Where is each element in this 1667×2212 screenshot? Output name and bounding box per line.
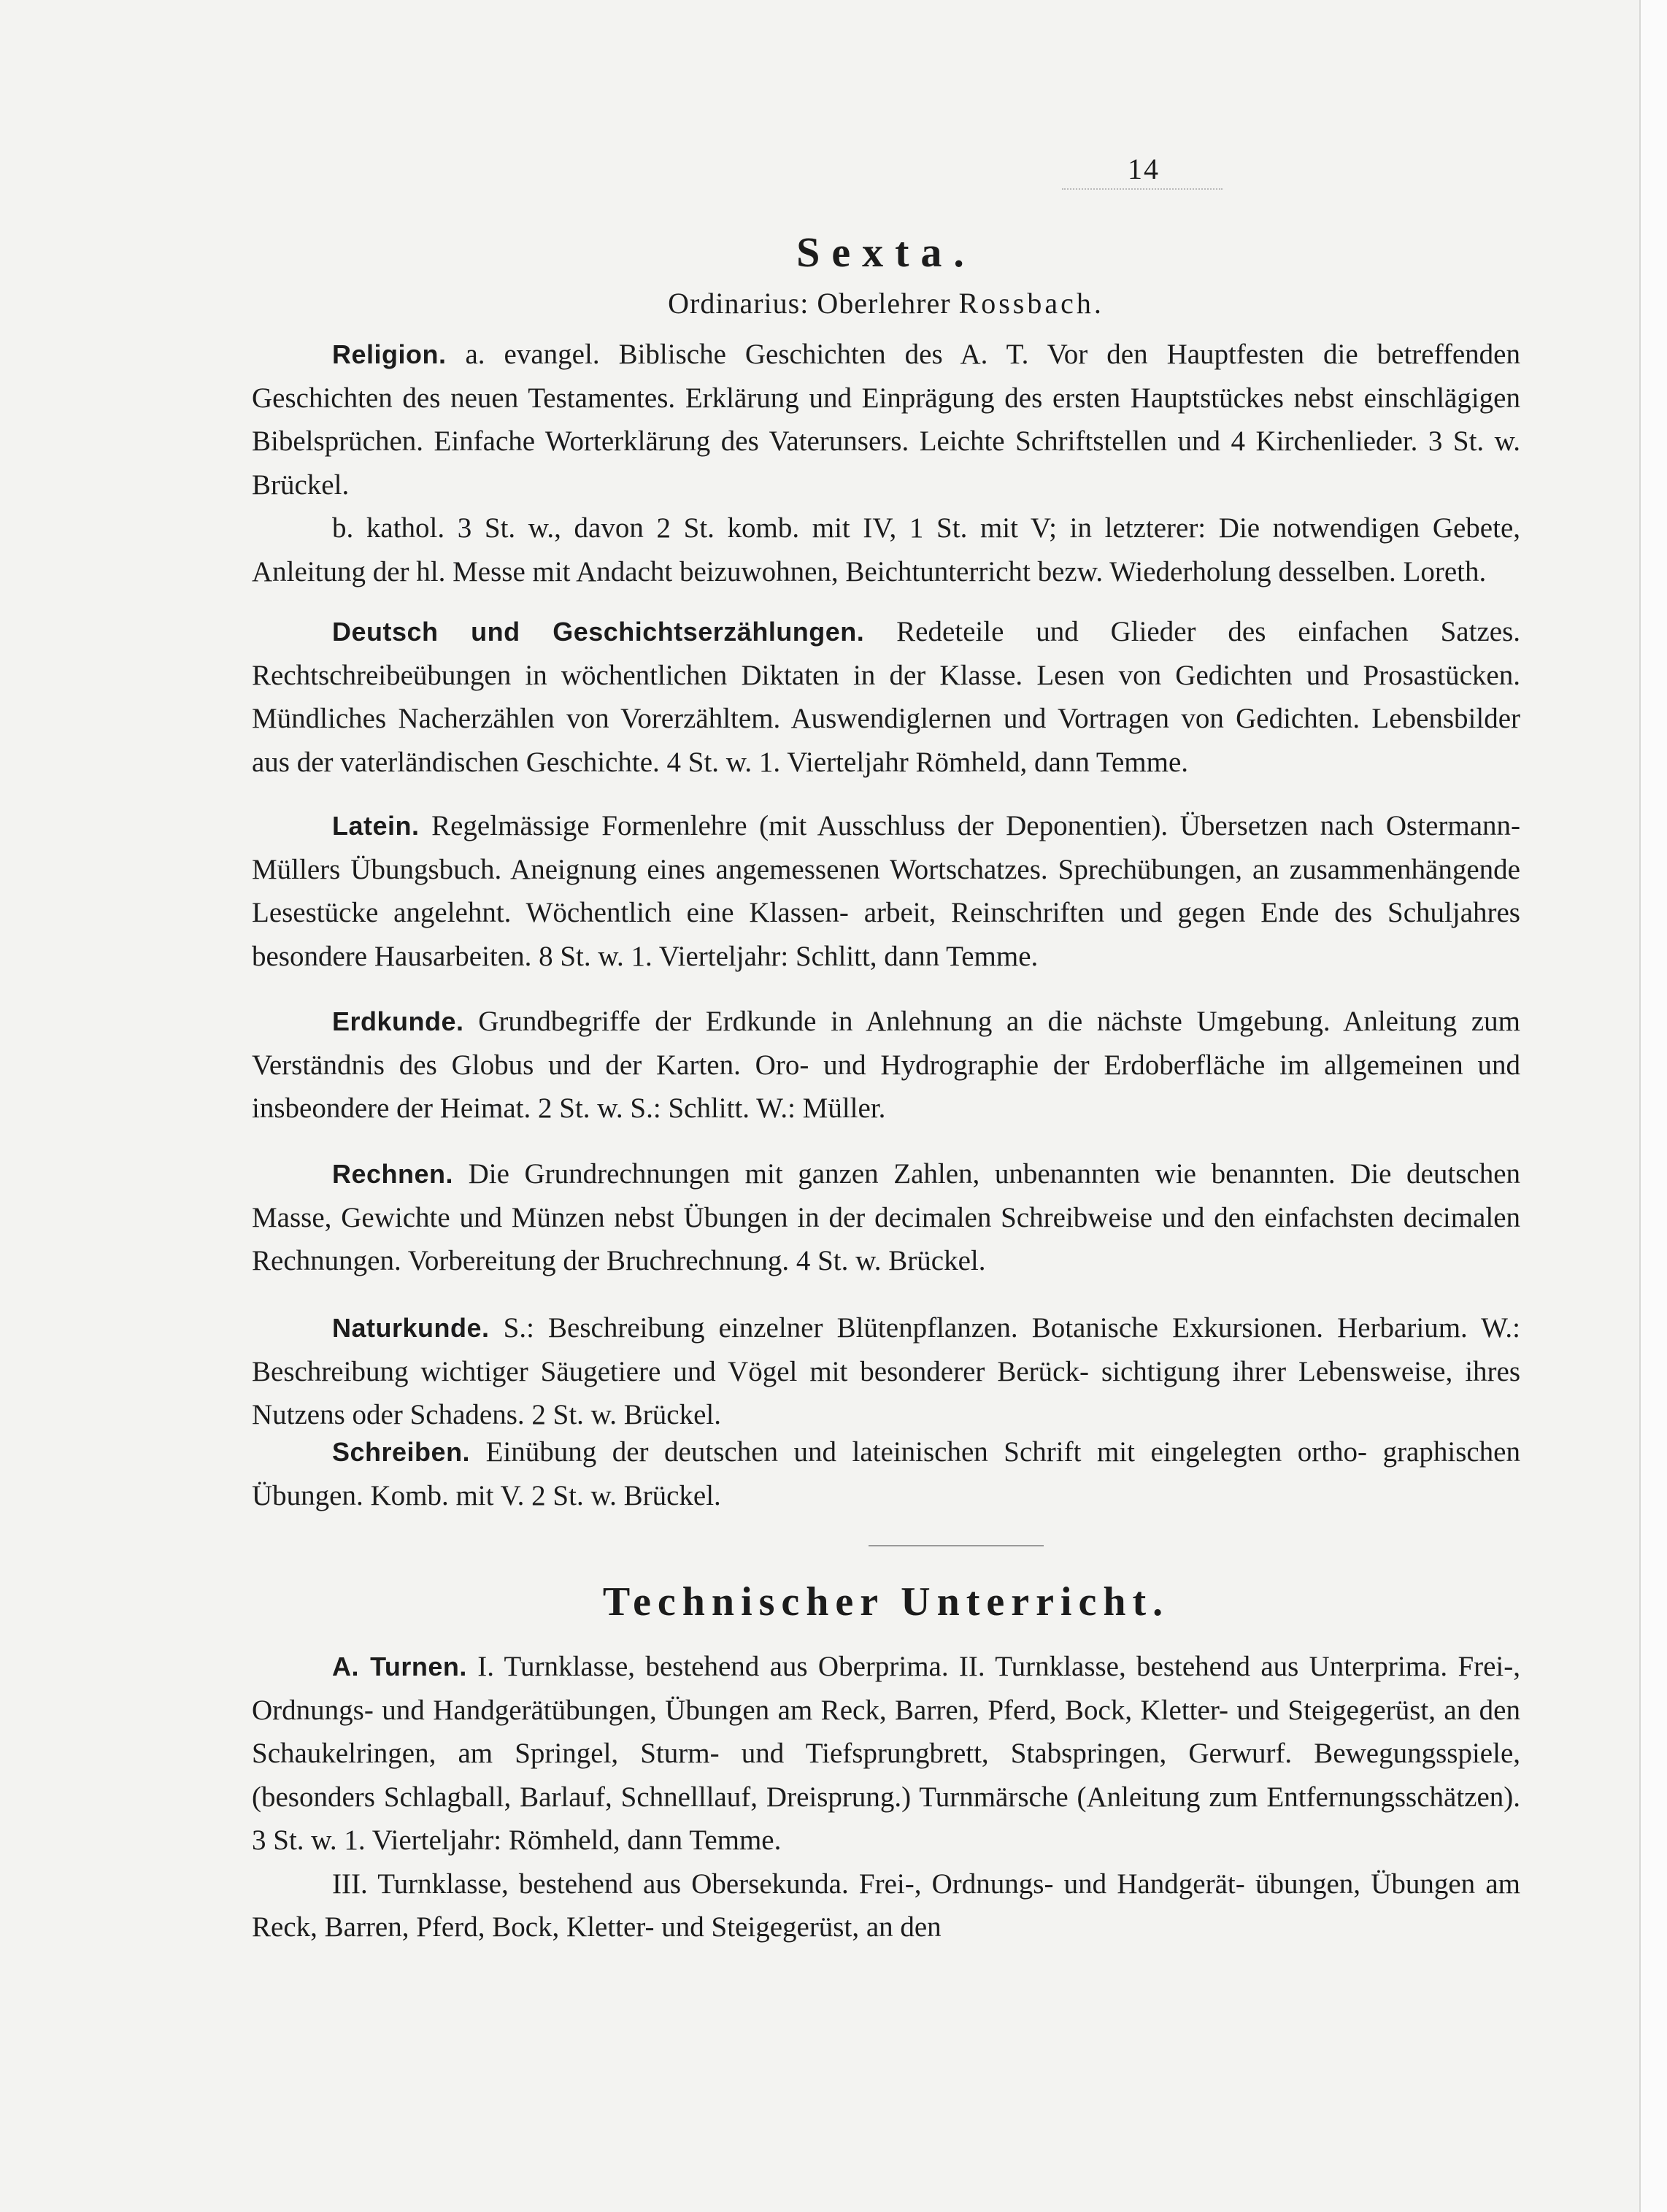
- text-line: aus Unterprima. Frei-, Ordnungs- und Handgerätübungen, Übungen am Reck, Barren,: [252, 1651, 1520, 1726]
- term-schreiben: Schreiben.: [332, 1437, 471, 1467]
- decorative-dots: [1062, 188, 1223, 190]
- turnklasse-iii: [252, 1862, 1520, 1949]
- text-line: Redeteile und Glieder des einfachen Satzes.: [896, 616, 1521, 647]
- text-line: betreffenden Geschichten des neuen Testamentes. Erklärung und Einprägung des ersten: [252, 339, 1520, 414]
- text-line: 1. Vierteljahr: Römheld, dann Temme.: [344, 1824, 782, 1856]
- term-naturkunde: Naturkunde.: [332, 1313, 490, 1343]
- text-line: Die deutschen Masse, Gewichte und Münzen nebst Übungen in der decimalen Schreibweise: [252, 1158, 1520, 1233]
- text-line: a. evangel. Biblische Geschichten des A. T. Vor den Hauptfesten die: [465, 339, 1358, 370]
- paragraph-rechnen: [252, 1152, 1520, 1283]
- term-deutsch: Deutsch und Geschichtserzählungen.: [332, 617, 865, 647]
- section-heading-technischer-unterricht: Technischer Unterricht.: [602, 1579, 1170, 1625]
- paragraph-religion: [252, 333, 1520, 593]
- paragraph-schreiben: [252, 1430, 1520, 1517]
- text-line: und den einfachsten decimalen Rechnungen. Vorbereitung der Bruchrechnung. 4 St. w.: [252, 1201, 1521, 1276]
- text-line: Tiefsprungbrett, Stabspringen, Gerwurf. Bewegungsspiele, (besonders Schlagball, Barlauf,: [252, 1738, 1521, 1813]
- text-line: und Prosastücken. Mündliches Nacherzählen von Vorerzähltem. Auswendiglernen und: [252, 659, 1520, 734]
- paragraph-turnen: [252, 1645, 1520, 1949]
- page-number: 14: [1128, 153, 1160, 185]
- text-line: nach Ostermann-Müllers Übungsbuch. Aneignung eines angemessenen Wortschatzes.: [252, 810, 1521, 885]
- term-rechnen: Rechnen.: [332, 1159, 454, 1189]
- text-line: S.: Beschreibung einzelner Blütenpflanzen. Botanische Exkursionen.: [503, 1312, 1323, 1344]
- ordinarius-label: Ordinarius:: [668, 287, 809, 320]
- text-line: I. Turnklasse, bestehend aus Oberprima. II. Turnklasse, bestehend: [477, 1651, 1250, 1682]
- term-latein: Latein.: [332, 811, 420, 841]
- text-line: bezw. Wiederholung desselben. Loreth.: [1037, 555, 1487, 587]
- text-line: Anleitung zum Verständnis des Globus und der Karten. Oro- und Hydrographie der: [252, 1006, 1520, 1081]
- ordinarius-name: Rossbach.: [958, 287, 1104, 320]
- ordinarius-line: [252, 286, 1520, 320]
- section-divider: [869, 1545, 1044, 1546]
- text-line: notwendigen Gebete, Anleitung der hl. Messe mit Andacht beizuwohnen, Beichtunterricht: [252, 512, 1521, 587]
- ordinarius-title: Oberlehrer: [817, 287, 951, 320]
- text-line: Erdoberfläche im allgemeinen und insbeondere der Heimat. 2 St. w. S.: Schlitt.: [252, 1049, 1521, 1124]
- text-line: Vortragen von Gedichten. Lebensbilder aus der vaterländischen Geschichte. 4 St. w.: [252, 703, 1521, 778]
- text-line: W.: Müller.: [756, 1092, 886, 1124]
- scan-edge: [1639, 0, 1667, 2212]
- paragraph-erdkunde: [252, 1000, 1520, 1130]
- text-line: Schnelllauf, Dreisprung.) Turnmärsche (Anleitung zum Entfernungsschätzen). 3 St. w.: [252, 1781, 1521, 1856]
- paragraph-deutsch: [252, 610, 1520, 784]
- term-turnen: A. Turnen.: [332, 1652, 467, 1681]
- text-line: Herbarium. W.: Beschreibung wichtiger Säugetiere und Vögel mit besonderer Berück-: [252, 1312, 1520, 1387]
- text-line: übungen, Übungen am Reck, Barren, Pferd, Bock, Kletter- und Steigegerüst, an den: [252, 1868, 1521, 1943]
- text-line: Sprechübungen, an zusammenhängende Lesestücke angelehnt. Wöchentlich eine Klassen-: [252, 853, 1520, 928]
- text-line: Rechtschreibeübungen in wöchentlichen Diktaten in der Klasse. Lesen von Gedichten: [252, 659, 1293, 691]
- paragraph-naturkunde: [252, 1306, 1520, 1437]
- term-religion: Religion.: [332, 339, 447, 369]
- text-line: Brückel.: [888, 1245, 986, 1276]
- religion-a: [252, 333, 1520, 506]
- section-heading-sexta: Sexta.: [796, 228, 976, 276]
- text-line: 1. Vierteljahr: Schlitt, dann Temme.: [631, 940, 1039, 972]
- text-line: Regelmässige Formenlehre (mit Ausschluss der Deponentien). Übersetzen: [431, 810, 1309, 841]
- text-line: 1. Vierteljahr Römheld, dann Temme.: [758, 746, 1189, 778]
- term-erdkunde: Erdkunde.: [332, 1006, 464, 1036]
- text-line: b. kathol. 3 St. w., davon 2 St. komb. mit IV, 1 St. mit V; in letzterer: Die: [332, 512, 1260, 544]
- text-line: sichtigung ihrer Lebensweise, ihres Nutzens oder Schadens. 2 St. w. Brückel.: [252, 1355, 1521, 1430]
- text-line: Einübung der deutschen und lateinischen Schrift mit eingelegten ortho-: [485, 1436, 1368, 1468]
- paragraph-latein: [252, 804, 1520, 978]
- text-line: Hauptstückes nebst einschlägigen Bibelsprüchen. Einfache Worterklärung des Vaterunsers.: [252, 382, 1520, 457]
- text-line: Die Grundrechnungen mit ganzen Zahlen, unbenannten wie benannten.: [468, 1158, 1336, 1190]
- text-line: Leichte Schriftstellen und 4 Kirchenlieder. 3 St. w. Brückel.: [252, 425, 1521, 501]
- text-line: Pferd, Bock, Kletter- und Steigegerüst, an den Schaukelringen, am Springel, Sturm- und: [252, 1694, 1520, 1769]
- text-line: Grundbegriffe der Erdkunde in Anlehnung an die nächste Umgebung.: [478, 1006, 1331, 1037]
- text-line: arbeit, Reinschriften und gegen Ende des Schuljahres besondere Hausarbeiten. 8 St. w.: [252, 897, 1520, 972]
- text-line: III. Turnklasse, bestehend aus Obersekunda. Frei-, Ordnungs- und Handgerät-: [332, 1868, 1245, 1900]
- religion-b: [252, 506, 1520, 593]
- text-line: graphischen Übungen. Komb. mit V. 2 St. w. Brückel.: [252, 1436, 1520, 1511]
